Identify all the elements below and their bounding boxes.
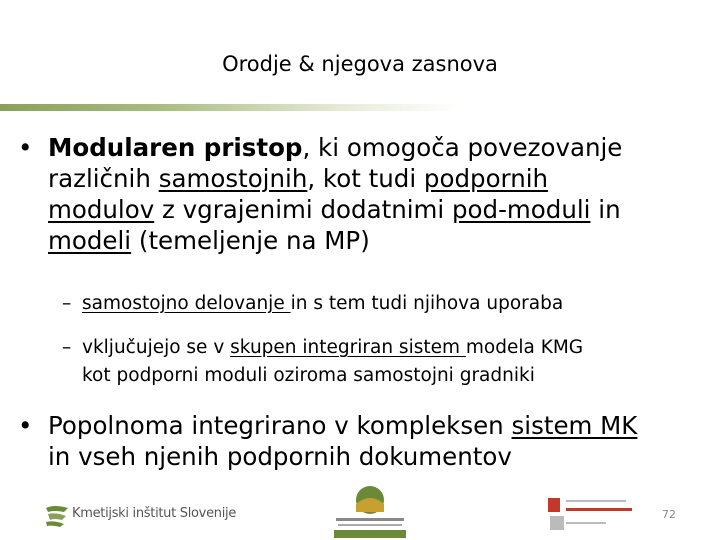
partner-logo-icon [548, 494, 638, 534]
text: , ki omogoča povezovanje [302, 133, 623, 162]
bullet-full-integration [18, 410, 708, 472]
slide-title: Orodje & njegova zasnova [222, 52, 498, 76]
text: in [590, 195, 621, 224]
institute-name: Kmetijski inštitut Slovenije [72, 506, 237, 521]
underlined-term: modeli [48, 226, 132, 255]
sub-bullet-standalone [62, 290, 712, 318]
text: različnih [48, 164, 159, 193]
title-divider [0, 104, 460, 111]
text: in vseh njenih podpornih dokumentov [48, 442, 512, 471]
text: , kot tudi [307, 164, 424, 193]
text: modela KMG [465, 337, 584, 358]
text: kot podporni moduli oziroma samostojni gradniki [82, 365, 535, 386]
underlined-term: sistem MK [511, 411, 638, 440]
underlined-term: samostojno delovanje [82, 293, 291, 314]
underlined-term: samostojnih [158, 164, 308, 193]
text: in s tem tudi njihova uporaba [290, 293, 564, 314]
underlined-term: skupen integriran sistem [230, 337, 466, 358]
underlined-term: pod-moduli [452, 195, 591, 224]
underlined-term: podpornih [423, 164, 549, 193]
text: (temeljenje na MP) [131, 226, 370, 255]
text: vključujejo se v [82, 337, 231, 358]
underlined-term: modulov [48, 195, 155, 224]
dash: – [62, 337, 72, 358]
ministry-logo-icon [330, 482, 410, 540]
kis-logo-icon [44, 502, 72, 528]
page-number: 72 [662, 508, 676, 521]
bullet-modular-approach [18, 132, 708, 256]
sub-bullet-integrated [62, 334, 712, 390]
bullet-dot: • [18, 133, 33, 162]
text: z vgrajenimi dodatnimi [154, 195, 452, 224]
bullet-dot: • [18, 411, 33, 440]
text: Popolnoma integrirano v kompleksen [48, 411, 512, 440]
bold-term: Modularen pristop [48, 133, 303, 162]
dash: – [62, 293, 72, 314]
